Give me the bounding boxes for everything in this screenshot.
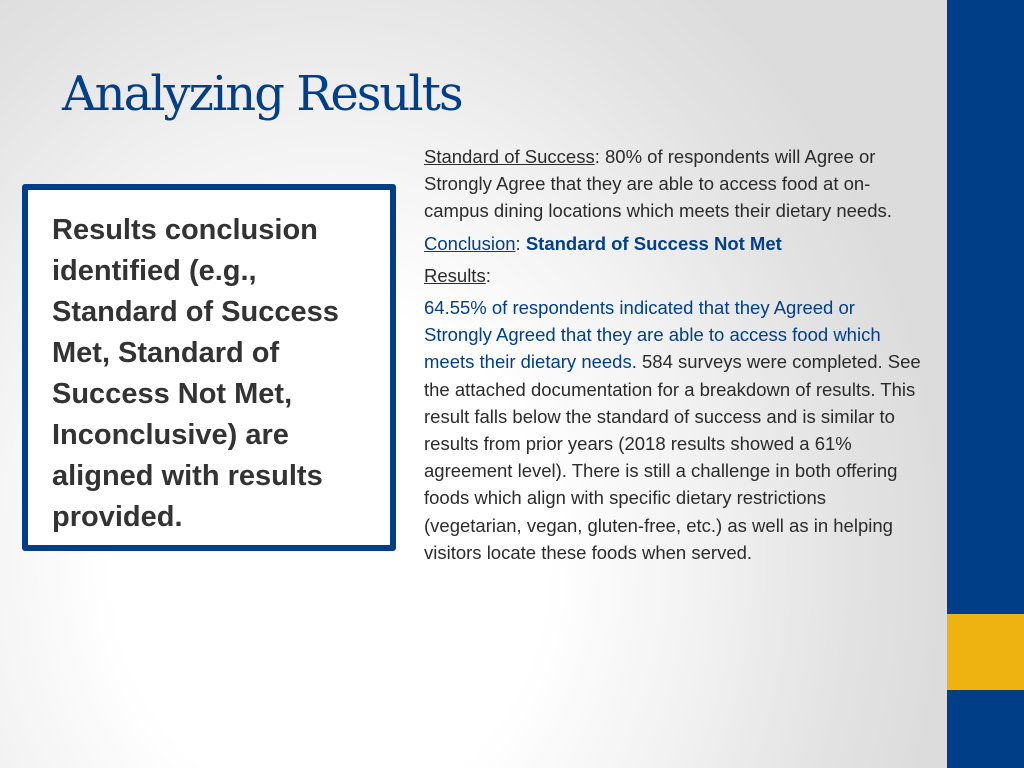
results-text: 584 surveys were completed. See the attached documentation for a breakdown of results. This result falls below the standard of success and is similar to results from prior years (2018 results showed a 61% agreement level). There is still a challenge in both offering foods which align with specific dietary restrictions (vegetarian, vegan, gluten-free, etc.) as well as in helping visitors locate these foods when served. [424, 351, 921, 563]
slide-title: Analyzing Results [62, 66, 462, 122]
standard-label: Standard of Success [424, 146, 595, 167]
results-highlight: 64.55% of respondents indicated that they Agreed or Strongly Agreed that they are able to access food which meets their dietary needs. [424, 297, 881, 373]
results-paragraph [424, 294, 924, 566]
content-body [424, 143, 924, 571]
callout-box [22, 184, 396, 551]
results-heading [424, 262, 924, 289]
conclusion-paragraph [424, 230, 924, 257]
results-label: Results [424, 264, 486, 286]
conclusion-separator: : [515, 232, 526, 254]
callout-text: Results conclusion identified (e.g., Standard of Success Met, Standard of Success Not Met, Inconclusive) are aligned with results provided. [52, 214, 339, 533]
conclusion-value: Standard of Success Not Met [525, 232, 782, 254]
side-accent-decoration [947, 614, 1024, 690]
standard-paragraph [424, 143, 924, 225]
standard-text: : 80% of respondents will Agree or Strongly Agree that they are able to access food at on-campus dining locations which meets their dietary needs. [424, 146, 892, 222]
conclusion-label: Conclusion [424, 232, 516, 254]
results-separator: : [485, 264, 491, 286]
